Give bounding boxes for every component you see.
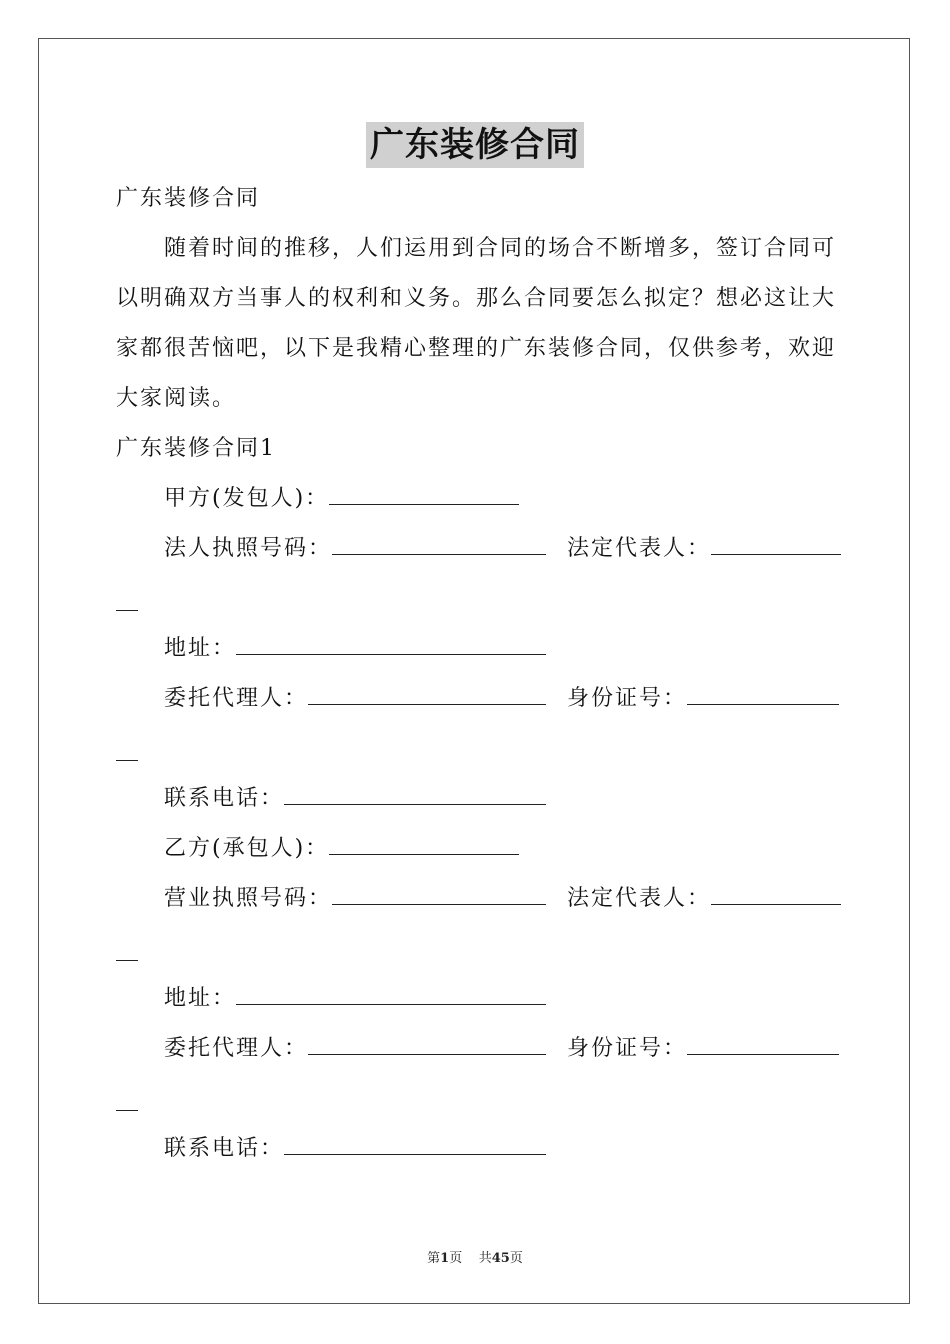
party-b-agent-label: 委托代理人： — [164, 1036, 309, 1061]
party-a-rep-blank[interactable] — [711, 534, 841, 555]
party-a-id-blank-continued — [116, 740, 138, 770]
page-number: 1 — [440, 1251, 450, 1266]
party-b-label: 乙方(承包人)： — [164, 836, 330, 861]
party-a-rep-label: 法定代表人： — [567, 536, 712, 561]
party-b-address-row — [164, 984, 546, 1014]
party-b-rep-blank-continued — [116, 940, 138, 970]
party-b-phone-label: 联系电话： — [164, 1136, 285, 1161]
party-b-blank[interactable] — [329, 834, 519, 855]
party-a-agent-row — [164, 684, 839, 714]
page-suffix: 页 — [449, 1251, 463, 1266]
party-a-id-blank-tail[interactable] — [116, 740, 138, 761]
document-title: 广东装修合同 — [366, 122, 584, 168]
party-a-id-label: 身份证号： — [567, 686, 688, 711]
party-a-phone-label: 联系电话： — [164, 786, 285, 811]
subtitle: 广东装修合同 — [116, 186, 261, 211]
total-pages: 45 — [491, 1251, 510, 1266]
intro-line-2: 以明确双方当事人的权利和义务。那么合同要怎么拟定？想必这让大 — [116, 286, 837, 311]
party-a-license-label: 法人执照号码： — [164, 536, 333, 561]
section-title: 广东装修合同1 — [116, 436, 276, 461]
intro-line-3: 家都很苦恼吧，以下是我精心整理的广东装修合同，仅供参考，欢迎 — [116, 336, 837, 361]
party-a-phone-row — [164, 784, 546, 814]
title-wrap — [0, 122, 950, 168]
party-a-address-row — [164, 634, 546, 664]
party-b-rep-blank[interactable] — [711, 884, 841, 905]
party-a-row — [164, 484, 519, 514]
page-footer — [0, 1247, 950, 1266]
party-b-license-row — [164, 884, 841, 914]
party-a-blank[interactable] — [329, 484, 519, 505]
intro-line-4: 大家阅读。 — [116, 386, 237, 411]
party-a-license-blank[interactable] — [332, 534, 546, 555]
intro-line-1: 随着时间的推移，人们运用到合同的场合不断增多，签订合同可 — [164, 236, 837, 261]
party-b-address-label: 地址： — [164, 986, 237, 1011]
party-a-address-blank[interactable] — [236, 634, 546, 655]
party-b-rep-blank-tail[interactable] — [116, 940, 138, 961]
party-b-rep-label: 法定代表人： — [567, 886, 712, 911]
party-b-id-blank-continued — [116, 1090, 138, 1120]
party-a-agent-blank[interactable] — [308, 684, 546, 705]
total-prefix: 共 — [478, 1251, 492, 1266]
party-b-phone-blank[interactable] — [284, 1134, 546, 1155]
party-b-phone-row — [164, 1134, 546, 1164]
party-a-rep-blank-continued — [116, 590, 138, 620]
party-a-phone-blank[interactable] — [284, 784, 546, 805]
party-a-address-label: 地址： — [164, 636, 237, 661]
party-b-id-label: 身份证号： — [567, 1036, 688, 1061]
party-b-agent-row — [164, 1034, 839, 1064]
page-prefix: 第 — [427, 1251, 441, 1266]
party-b-id-blank[interactable] — [687, 1034, 839, 1055]
party-a-agent-label: 委托代理人： — [164, 686, 309, 711]
page-frame — [38, 38, 910, 1304]
party-a-id-blank[interactable] — [687, 684, 839, 705]
party-a-license-row — [164, 534, 841, 564]
total-suffix: 页 — [509, 1251, 523, 1266]
party-b-license-blank[interactable] — [332, 884, 546, 905]
party-b-agent-blank[interactable] — [308, 1034, 546, 1055]
party-a-label: 甲方(发包人)： — [164, 486, 330, 511]
party-a-rep-blank-tail[interactable] — [116, 590, 138, 611]
party-b-license-label: 营业执照号码： — [164, 886, 333, 911]
party-b-address-blank[interactable] — [236, 984, 546, 1005]
party-b-row — [164, 834, 519, 864]
party-b-id-blank-tail[interactable] — [116, 1090, 138, 1111]
